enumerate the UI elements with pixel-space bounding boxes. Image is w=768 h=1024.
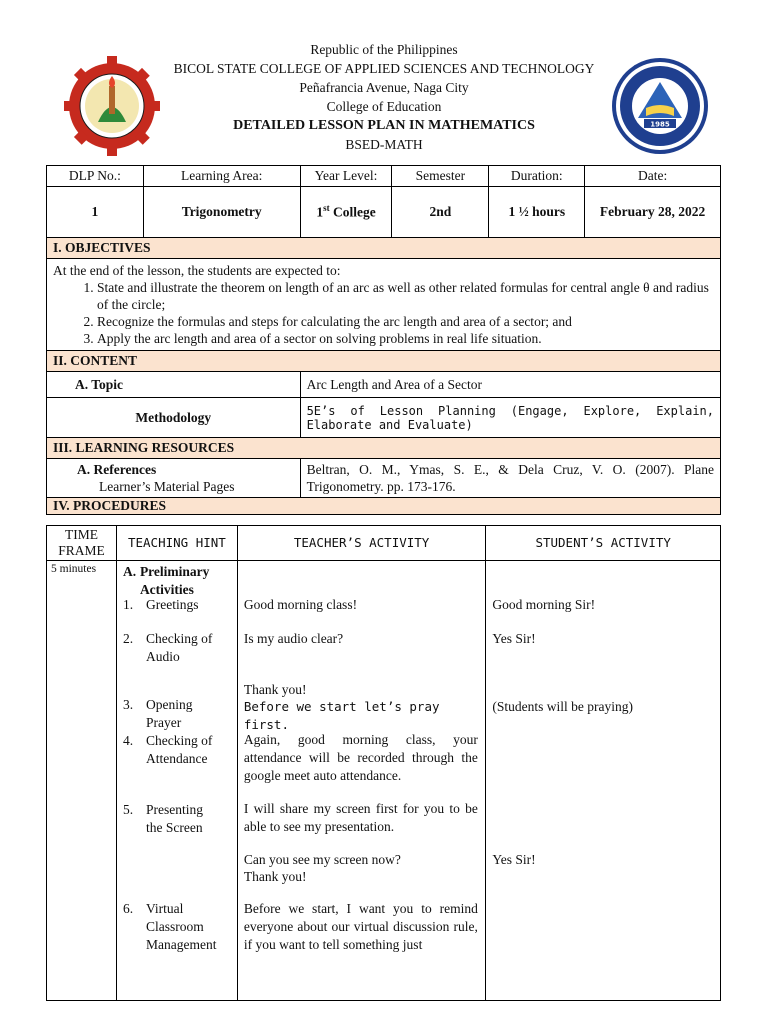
header-department: College of Education bbox=[326, 99, 442, 114]
dlp-no-value: 1 bbox=[47, 187, 144, 238]
header-semester: Semester bbox=[392, 166, 489, 187]
col-time-frame: TIME FRAME bbox=[47, 526, 117, 561]
seal-year: 1985 bbox=[650, 120, 670, 129]
objectives-heading-row bbox=[47, 238, 721, 259]
info-header-row bbox=[47, 166, 721, 187]
objectives-body-row bbox=[47, 259, 721, 351]
hint-opening-prayer: 3. Opening Prayer bbox=[122, 697, 193, 730]
references-value: Beltran, O. M., Ymas, S. E., & Dela Cruz, V. O. (2007). Plane Trigonometry. pp. 173-176. bbox=[300, 459, 720, 498]
hint-virtual-classroom: 6. Virtual Classroom Management bbox=[122, 901, 217, 952]
student-line: Yes Sir! bbox=[492, 631, 536, 646]
objectives-intro: At the end of the lesson, the students are expected to: bbox=[53, 263, 341, 278]
references-label-cell bbox=[47, 459, 301, 498]
objectives-body bbox=[47, 259, 721, 351]
resources-heading: III. LEARNING RESOURCES bbox=[47, 438, 721, 459]
methodology-value: 5E’s of Lesson Planning (Engage, Explore, Explain, Elaborate and Evaluate) bbox=[300, 398, 720, 438]
document-title: DETAILED LESSON PLAN IN MATHEMATICS bbox=[233, 118, 535, 133]
procedures-heading-row bbox=[47, 498, 721, 515]
topic-value: Arc Length and Area of a Sector bbox=[300, 372, 720, 398]
header-year-level: Year Level: bbox=[300, 166, 392, 187]
date-value: February 28, 2022 bbox=[585, 187, 721, 238]
objectives-list bbox=[53, 279, 714, 347]
section-preliminary: A. Preliminary Activities bbox=[122, 564, 210, 597]
semester-value: 2nd bbox=[392, 187, 489, 238]
col-teaching-hint: TEACHING HINT bbox=[116, 526, 237, 561]
teaching-hint-cell bbox=[116, 561, 237, 1001]
objective-item: 3. Apply the arc length and area of a sector on solving problems in real life situation. bbox=[97, 330, 714, 347]
student-activity-cell bbox=[486, 561, 721, 1001]
hint-greetings: 1. Greetings bbox=[122, 597, 199, 612]
header-program: BSED-MATH bbox=[345, 137, 423, 152]
student-line: Yes Sir! bbox=[492, 852, 536, 867]
content-heading: II. CONTENT bbox=[47, 351, 721, 372]
teacher-line: Good morning class! bbox=[243, 597, 358, 612]
hint-checking-attendance: 4. Checking of Attendance bbox=[122, 733, 213, 766]
duration-value: 1 ½ hours bbox=[489, 187, 585, 238]
learning-area-value: Trigonometry bbox=[143, 187, 300, 238]
topic-label: A. Topic bbox=[47, 372, 301, 398]
header-dlp-no: DLP No.: bbox=[47, 166, 144, 187]
college-of-education-logo bbox=[610, 56, 710, 156]
objective-item: 1. State and illustrate the theorem on length of an arc as well as other related formulas for central angle θ and radius of the circle; bbox=[97, 279, 714, 313]
topic-row bbox=[47, 372, 721, 398]
procedures-table bbox=[46, 525, 721, 1001]
header-duration: Duration: bbox=[489, 166, 585, 187]
teacher-line: Again, good morning class, your attendance will be recorded through the google meet auto attendance. bbox=[243, 732, 478, 783]
col-teacher-activity: TEACHER’S ACTIVITY bbox=[237, 526, 486, 561]
college-seal-logo bbox=[62, 52, 162, 160]
info-value-row bbox=[47, 187, 721, 238]
references-sub-label: Learner’s Material Pages bbox=[99, 479, 235, 494]
teacher-line: Can you see my screen now? bbox=[243, 852, 401, 867]
col-student-activity: STUDENT’S ACTIVITY bbox=[486, 526, 721, 561]
lesson-plan-table bbox=[46, 165, 721, 515]
hint-checking-audio: 2. Checking of Audio bbox=[122, 631, 213, 664]
teacher-line: Before we start, I want you to remind everyone about our virtual discussion rule, if you want to tell something just bbox=[243, 901, 478, 952]
header-date: Date: bbox=[585, 166, 721, 187]
hint-presenting-screen: 5. Presenting the Screen bbox=[122, 802, 203, 835]
time-frame-value: 5 minutes bbox=[47, 561, 117, 1001]
teacher-line: Thank you! bbox=[243, 869, 307, 884]
teacher-line: Is my audio clear? bbox=[243, 631, 344, 646]
references-row bbox=[47, 459, 721, 498]
objectives-heading: I. OBJECTIVES bbox=[47, 238, 721, 259]
header-college: BICOL STATE COLLEGE OF APPLIED SCIENCES AND TECHNOLOGY bbox=[173, 61, 595, 76]
teacher-line: Before we start let’s pray first. bbox=[243, 699, 440, 732]
methodology-label: Methodology bbox=[47, 398, 301, 438]
header-republic: Republic of the Philippines bbox=[310, 42, 458, 57]
student-line: Good morning Sir! bbox=[492, 597, 596, 612]
year-level-value: 1st College bbox=[300, 187, 392, 238]
references-label: A. References bbox=[77, 462, 157, 477]
header-address: Peñafrancia Avenue, Naga City bbox=[299, 80, 469, 95]
teacher-activity-cell bbox=[237, 561, 486, 1001]
resources-heading-row bbox=[47, 438, 721, 459]
header-learning-area: Learning Area: bbox=[143, 166, 300, 187]
procedures-heading: IV. PROCEDURES bbox=[47, 498, 721, 515]
procedures-header-row bbox=[47, 526, 721, 561]
procedures-body-row bbox=[47, 561, 721, 1001]
student-line: (Students will be praying) bbox=[492, 699, 633, 714]
objective-item: 2. Recognize the formulas and steps for calculating the arc length and area of a sector; and bbox=[97, 313, 714, 330]
content-heading-row bbox=[47, 351, 721, 372]
teacher-line: Thank you! bbox=[243, 682, 307, 697]
methodology-row bbox=[47, 398, 721, 438]
teacher-line: I will share my screen first for you to be able to see my presentation. bbox=[243, 801, 478, 834]
